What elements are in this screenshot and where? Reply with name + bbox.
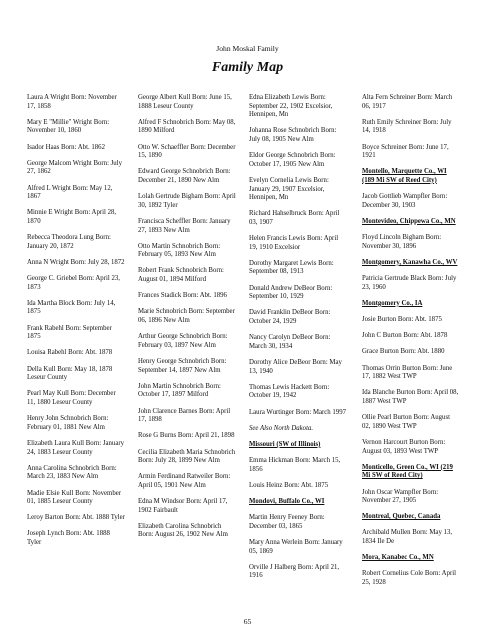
person-entry: Cecilia Elizabeth Maria Schnobrich Born: July 28, 1899 New Alm: [138, 448, 236, 465]
person-entry: Alta Fern Schreiner Born: March 06, 1917: [362, 94, 453, 110]
person-entry: Robert Cornelius Cole Born: April 25, 1928: [362, 570, 457, 587]
person-entry: David Franklin DeBeor Born: October 24, 1929: [249, 309, 331, 326]
person-entry: George Albert Kull Born: June 15, 1888 Leseur County: [138, 94, 232, 110]
person-entry: Armin Ferdinand Ratweiler Born: April 05, 1901 New Alm: [138, 473, 231, 489]
person-entry: Francisca Scheffler Born: January 27, 1893 New Alm: [138, 217, 231, 234]
person-entry: Anna N Wright Born: July 28, 1872: [27, 258, 125, 266]
person-entry: Marie Schnobrich Born: September 06, 1896 New Alm: [138, 308, 235, 325]
place-heading: Missouri (SW of Illinois): [249, 440, 321, 448]
person-entry: Grace Burton Born: Abt. 1880: [362, 348, 445, 356]
person-entry: Rose G Burns Born: April 21, 1898: [138, 432, 235, 440]
place-heading: Montevideo, Chippewa Co., MN: [362, 217, 456, 225]
person-entry: John Clarence Barnes Born: April 17, 1898: [138, 407, 231, 424]
person-entry: Edna M Windsor Born: April 17, 1902 Fairbault: [138, 498, 228, 514]
column-1: [27, 94, 125, 555]
person-entry: John C Burton Born: Abt. 1878: [362, 332, 448, 340]
column-3: [249, 94, 347, 589]
person-entry: Johanna Rose Schnobrich Born: July 08, 1905 New Alm: [249, 127, 337, 143]
person-entry: John Oscar Wampfler Born: November 27, 1905: [362, 488, 439, 505]
person-entry: Donald Andrew DeBeor Born: September 10, 1929: [249, 284, 333, 301]
person-entry: Otto W. Schaeffler Born: December 15, 1890: [138, 143, 236, 160]
person-entry: Dorothy Alice DeBeor Born: May 13, 1940: [249, 359, 342, 375]
person-entry: Arthur George Schnobrich Born: February 03, 1897 New Alm: [138, 333, 228, 349]
person-entry: Emma Hickman Born: March 15, 1856: [249, 457, 341, 473]
place-heading: Montreal, Quebec, Canada: [362, 513, 441, 521]
running-header: John Moskal Family: [216, 44, 279, 53]
person-entry: Madie Elsie Kull Born: November 01, 1885 Leseur County: [27, 489, 122, 506]
page-number: 65: [243, 617, 252, 626]
person-entry: Isador Haas Born: Abt. 1862: [27, 143, 105, 151]
person-entry: Robert Frank Schnobrich Born: August 01, 1894 Milford: [138, 267, 224, 284]
person-entry: Ruth Emily Schreiner Born: July 14, 1918: [362, 118, 452, 135]
person-entry: George Malcom Wright Born: July 27, 1862: [27, 159, 122, 176]
place-heading: Montgomery Co., IA: [362, 299, 423, 307]
person-entry: Minnie E Wright Born: April 28, 1870: [27, 209, 117, 225]
person-entry: Louisa Rabehl Born: Abt. 1878: [27, 349, 113, 357]
person-entry: Josie Burton Born: Abt. 1875: [362, 316, 442, 324]
person-entry: Frank Rabehl Born: September 1875: [27, 324, 112, 341]
person-entry: Patricia Gertrude Black Born: July 23, 1960: [362, 275, 457, 291]
column-2: [138, 94, 236, 548]
person-entry: Lolah Gertrude Bigham Born: April 30, 1892 Tyler: [138, 193, 236, 209]
person-entry: Boyce Schreiner Born: June 17, 1921: [362, 143, 449, 160]
person-entry: Anna Carolina Schnobrich Born: March 23, 1883 New Alm: [27, 464, 117, 481]
person-entry: Ollie Pearl Burton Born: August 02, 1890 West TWP: [362, 414, 450, 430]
person-entry: Frances Stadick Born: Abt. 1896: [138, 292, 227, 300]
person-entry: John Martin Schnobrich Born: October 17, 1897 Milford: [138, 382, 221, 399]
person-entry: Orville J Halberg Born: April 21, 1916: [249, 563, 340, 580]
person-entry: Laura A Wright Born: November 17, 1858: [27, 94, 117, 110]
person-entry: Della Kull Born: May 18, 1878 Leseur County: [27, 365, 113, 382]
person-entry: Evelyn Cornelia Lewis Born: January 29, 1907 Excelsior, Hennipen, Mn: [249, 176, 329, 202]
person-entry: Rebecca Theodora Lung Born: January 20, 1872: [27, 234, 111, 250]
person-entry: Thomas Orrin Burton Born: June 17, 1882 West TWP: [362, 364, 453, 381]
person-entry: Floyd Lincoln Bigham Born: November 30, 1896: [362, 234, 442, 250]
page-title: Family Map: [211, 60, 284, 75]
person-entry: Ida Blanche Burton Born: April 08, 1887 West TWP: [362, 389, 459, 405]
person-entry: Alfred F Schnobrich Born: May 08, 1890 Milford: [138, 118, 236, 135]
person-entry: Joseph Lynch Born: Abt. 1888 Tyler: [27, 530, 110, 547]
person-entry: Dorothy Margaret Lewis Born: September 08, 1913: [249, 259, 334, 276]
person-entry: Otto Martin Schnobrich Born: February 05, 1893 New Alm: [138, 242, 221, 259]
person-entry: Mary Anna Werlein Born: January 05, 1869: [249, 539, 343, 555]
person-entry: Elizabeth Carolina Schnobrich Born: August 26, 1902 New Alm: [138, 522, 228, 539]
person-entry: Henry John Schnobrich Born: February 01, 1881 New Alm: [27, 415, 109, 431]
person-entry: Richard Hahselbruck Born: April 03, 1907: [249, 210, 340, 226]
person-entry: Louis Heinz Born: Abt. 1875: [249, 481, 329, 489]
person-entry: Jacob Gottlieb Wampfler Born: December 30, 1903: [362, 193, 448, 209]
place-heading: Mora, Kanabec Co., MN: [362, 554, 434, 562]
person-entry: Laura Wurtinger Born: March 1997: [249, 408, 346, 416]
person-entry: Helen Francis Lewis Born: April 19, 1910 Excelsior: [249, 235, 339, 251]
person-entry: Leroy Barton Born: Abt. 1888 Tyler: [27, 514, 125, 522]
person-entry: Vernon Harcourt Burton Born: August 03, 1893 West TWP: [362, 438, 446, 455]
person-entry: Martin Henry Feeney Born: December 03, 1865: [249, 514, 325, 530]
place-heading: Mondovi, Buffalo Co., WI: [249, 498, 325, 506]
person-entry: George C. Griebel Born: April 23, 1873: [27, 275, 120, 291]
place-heading: Monticello, Green Co., WI (219 Mi SW of Reed City): [362, 463, 453, 480]
person-entry: Ida Martha Block Born: July 14, 1875: [27, 299, 116, 316]
person-entry: Henry George Schnobrich Born: September 14, 1897 New Alm: [138, 358, 227, 374]
person-entry: Pearl May Kull Born: December 11, 1880 Leseur County: [27, 390, 116, 406]
column-4: [362, 94, 460, 595]
person-entry: Nancy Carolyn DeBeor Born: March 30, 1934: [249, 334, 331, 350]
person-entry: Edward George Schnobrich Born: December 21, 1890 New Alm: [138, 168, 231, 184]
person-entry: Thomas Lewis Hackett Born: October 19, 1942: [249, 383, 330, 400]
cross-reference-note: See Also North Dakota.: [249, 424, 314, 432]
person-entry: Mary E "Millie" Wright Born: November 10, 1860: [27, 118, 110, 135]
person-entry: Archibald Mullen Born: May 13, 1834 Ile De: [362, 529, 453, 546]
place-heading: Montello, Marquette Co., WI (189 Mi SW of Reed City): [362, 168, 447, 184]
person-entry: Alfred L Wright Born: May 12, 1867: [27, 184, 113, 201]
person-entry: Eldor George Schnobrich Born: October 17, 1905 New Alm: [249, 152, 336, 168]
person-entry: Edna Elizabeth Lewis Born: September 22, 1902 Excelsior, Hennipen, Mn: [249, 94, 333, 119]
person-entry: Elizabeth Laura Kull Born: January 24, 1883 Leseur County: [27, 439, 125, 456]
place-heading: Montgomery, Kanawha Co., WV: [362, 258, 458, 266]
